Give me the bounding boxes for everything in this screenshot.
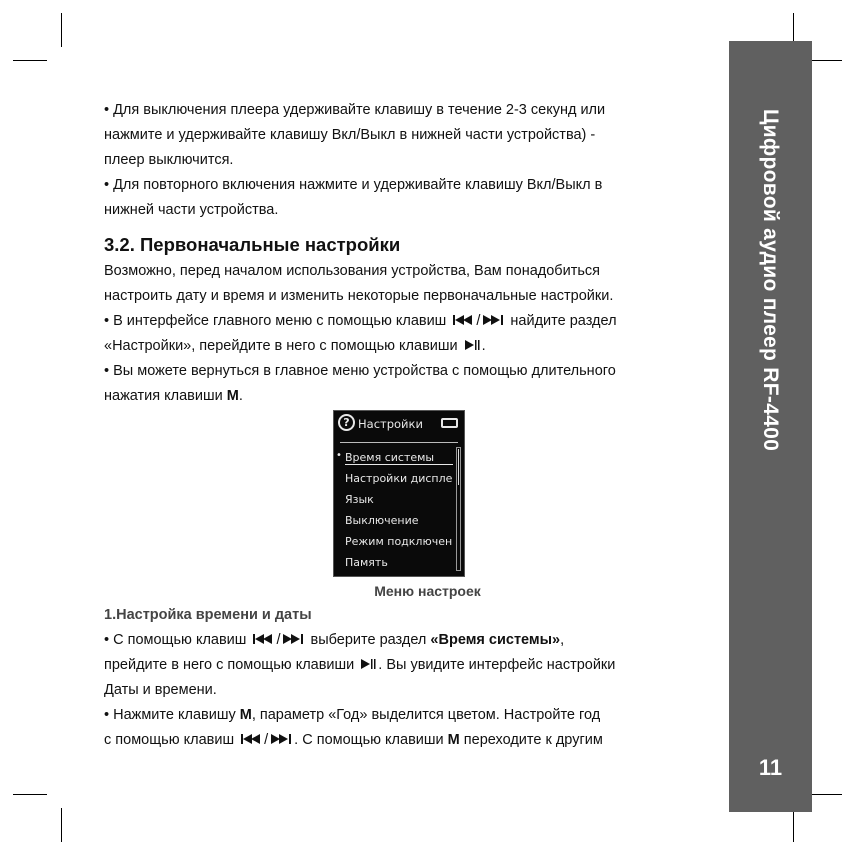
text-line xyxy=(104,312,617,330)
key-separator: / xyxy=(276,632,281,648)
menu-item-connection-mode: Режим подключен xyxy=(345,535,453,548)
text-line: настроить дату и время и изменить некоторые первоначальные настройки. xyxy=(104,288,614,304)
text-line: нажмите и удерживайте клавишу Вкл/Выкл в нижней части устройства) - xyxy=(104,127,596,143)
crop-mark xyxy=(13,60,47,61)
menu-item-display: Настройки диспле xyxy=(345,472,453,485)
next-track-icon xyxy=(482,312,504,330)
menu-item-memory: Память xyxy=(345,556,388,569)
device-header xyxy=(334,411,464,439)
text-span: . xyxy=(481,338,486,354)
text-line xyxy=(104,387,243,405)
prev-track-icon xyxy=(452,312,474,330)
crop-mark xyxy=(793,808,794,842)
text-span: с помощью клавиш xyxy=(104,732,235,748)
menu-item-power-off: Выключение xyxy=(345,514,419,527)
text-span: • Нажмите клавишу xyxy=(104,707,240,723)
text-line xyxy=(104,706,600,724)
help-icon: ? xyxy=(338,414,355,431)
crop-mark xyxy=(61,13,62,47)
play-pause-icon xyxy=(360,656,376,674)
text-span: • В интерфейсе главного меню с помощью клавиш xyxy=(104,313,447,329)
menu-item-reference: «Время системы» xyxy=(430,632,561,648)
text-line xyxy=(104,631,564,649)
text-span: . С помощью клавиши xyxy=(294,732,448,748)
text-span: • С помощью клавиш xyxy=(104,632,247,648)
device-screen xyxy=(333,410,465,577)
menu-item-system-time: Время системы xyxy=(345,451,453,465)
text-line xyxy=(104,337,486,355)
figure-caption: Меню настроек xyxy=(374,583,481,599)
scrollbar xyxy=(456,447,461,571)
text-span: найдите раздел xyxy=(510,313,617,329)
battery-icon xyxy=(441,418,458,428)
text-span: , xyxy=(560,632,565,648)
crop-mark xyxy=(808,60,842,61)
side-title: Цифровой аудио плеер RF-4400 xyxy=(759,109,782,452)
selection-bullet: • xyxy=(336,450,342,461)
text-span: . Вы увидите интерфейс настройки xyxy=(378,657,616,673)
text-line: • Для повторного включения нажмите и удерживайте клавишу Вкл/Выкл в xyxy=(104,177,603,193)
crop-mark xyxy=(13,794,47,795)
text-line: Возможно, перед началом использования устройства, Вам понадобиться xyxy=(104,263,601,279)
device-title: Настройки xyxy=(358,417,423,431)
text-span: выберите раздел xyxy=(310,632,431,648)
next-track-icon xyxy=(270,731,292,749)
prev-track-icon xyxy=(240,731,262,749)
subheading: 1.Настройка времени и даты xyxy=(104,607,312,623)
text-line xyxy=(104,731,603,749)
crop-mark xyxy=(808,794,842,795)
key-separator: / xyxy=(476,313,481,329)
key-label: M xyxy=(226,388,239,404)
text-span: переходите к другим xyxy=(459,732,603,748)
text-line: • Для выключения плеера удерживайте клавишу в течение 2-3 секунд или xyxy=(104,102,606,118)
text-span: прейдите в него с помощью клавиши xyxy=(104,657,355,673)
text-span: нажатия клавиши xyxy=(104,388,227,404)
section-heading: 3.2. Первоначальные настройки xyxy=(104,234,401,255)
scrollbar-thumb xyxy=(458,449,459,485)
key-label: M xyxy=(239,707,252,723)
key-separator: / xyxy=(264,732,269,748)
next-track-icon xyxy=(282,631,304,649)
prev-track-icon xyxy=(252,631,274,649)
text-line: нижней части устройства. xyxy=(104,202,279,218)
text-line: Даты и времени. xyxy=(104,682,217,698)
key-label: M xyxy=(447,732,460,748)
side-tab xyxy=(729,41,812,812)
header-divider xyxy=(340,442,458,443)
text-line xyxy=(104,656,615,674)
play-pause-icon xyxy=(464,337,480,355)
text-line: • Вы можете вернуться в главное меню устройства с помощью длительного xyxy=(104,363,616,379)
page-number: 11 xyxy=(758,755,783,780)
text-span: «Настройки», перейдите в него с помощью клавиши xyxy=(104,338,458,354)
crop-mark xyxy=(61,808,62,842)
text-line: плеер выключится. xyxy=(104,152,234,168)
menu-item-language: Язык xyxy=(345,493,374,506)
text-span: . xyxy=(238,388,243,404)
text-span: , параметр «Год» выделится цветом. Настройте год xyxy=(251,707,601,723)
